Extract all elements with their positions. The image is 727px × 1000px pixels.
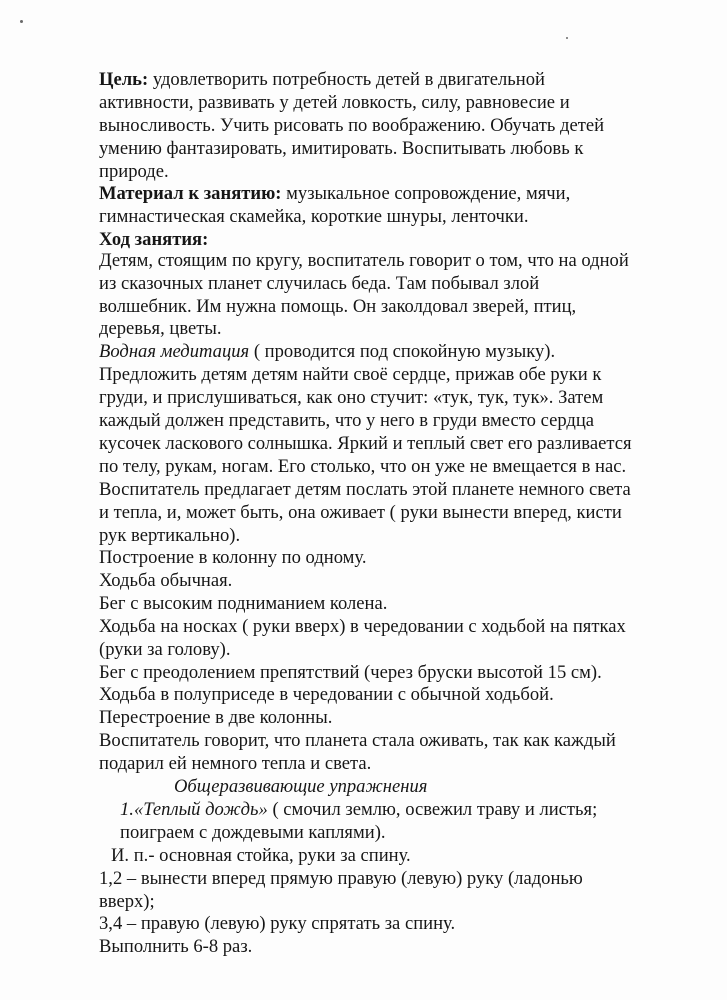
scan-speck <box>20 20 23 23</box>
meditation-title-rest: ( проводится под спокойную музыку). <box>249 341 556 362</box>
material-line-2: гимнастическая скамейка, короткие шнуры, ленточки. <box>99 206 529 227</box>
exercise-repeat: Выполнить 6-8 раз. <box>99 936 253 957</box>
scan-speck <box>566 37 568 39</box>
walking-line-7: Ходьба в полуприседе в чередовании с обычной ходьбой. <box>99 684 554 705</box>
exercise-1-title-line <box>120 799 597 821</box>
progress-line-2: из сказочных планет случилась беда. Там побывал злой <box>99 273 540 294</box>
meditation-line-6: по телу, рукам, ногам. Его столько, что он уже не вмещается в нас. <box>99 456 627 477</box>
goal-text: удовлетворить потребность детей в двигательной <box>148 69 545 90</box>
exercise-start-position: И. п.- основная стойка, руки за спину. <box>111 845 411 866</box>
walking-line-9: Воспитатель говорит, что планета стала оживать, так как каждый <box>99 730 616 751</box>
material-text: музыкальное сопровождение, мячи, <box>281 183 571 204</box>
material-line-1 <box>99 183 570 205</box>
progress-line-3: волшебник. Им нужна помощь. Он заколдовал зверей, птиц, <box>99 296 577 317</box>
meditation-title: Водная медитация <box>99 341 250 362</box>
walking-line-10: подарил ей немного тепла и света. <box>99 753 372 774</box>
progress-line-4: деревья, цветы. <box>99 318 222 339</box>
material-label: Материал к занятию: <box>99 183 282 204</box>
exercise-step-1-cont: вверх); <box>99 891 155 912</box>
progress-heading: Ход занятия: <box>99 229 209 250</box>
meditation-line-4: каждый должен представить, что у него в груди вместо сердца <box>99 410 595 431</box>
exercise-1-title: 1.«Теплый дождь» <box>120 799 268 820</box>
exercise-1-rest: ( смочил землю, освежил траву и листья; <box>267 799 598 820</box>
meditation-line-3: груди, и прислушиваться, как оно стучит: «тук, тук, тук». Затем <box>99 387 604 408</box>
exercises-heading: Общеразвивающие упражнения <box>174 776 428 797</box>
goal-line-3: выносливость. Учить рисовать по воображению. Обучать детей <box>99 115 605 136</box>
walking-line-3: Бег с высоким подниманием колена. <box>99 593 388 614</box>
goal-label: Цель: <box>99 69 149 90</box>
walking-line-5: (руки за голову). <box>99 639 231 660</box>
walking-line-1: Построение в колонну по одному. <box>99 547 367 568</box>
exercise-1-cont: поиграем с дождевыми каплями). <box>120 822 386 843</box>
meditation-line-2: Предложить детям детям найти своё сердце, прижав обе руки к <box>99 364 602 385</box>
goal-line-4: умению фантазировать, имитировать. Воспитывать любовь к <box>99 138 584 159</box>
exercise-step-2: 3,4 – правую (левую) руку спрятать за спину. <box>99 913 456 934</box>
meditation-line-8: и тепла, и, может быть, она оживает ( руки вынести вперед, кисти <box>99 502 622 523</box>
meditation-line-9: рук вертикально). <box>99 525 241 546</box>
goal-line-5: природе. <box>99 161 169 182</box>
walking-line-8: Перестроение в две колонны. <box>99 707 333 728</box>
walking-line-4: Ходьба на носках ( руки вверх) в чередовании с ходьбой на пятках <box>99 616 626 637</box>
walking-line-2: Ходьба обычная. <box>99 570 233 591</box>
progress-line-1: Детям, стоящим по кругу, воспитатель говорит о том, что на одной <box>99 250 629 271</box>
goal-line-2: активности, развивать у детей ловкость, силу, равновесие и <box>99 92 570 113</box>
exercise-step-1: 1,2 – вынести вперед прямую правую (левую) руку (ладонью <box>99 868 583 889</box>
meditation-line-1 <box>99 341 555 363</box>
meditation-line-7: Воспитатель предлагает детям послать этой планете немного света <box>99 479 631 500</box>
walking-line-6: Бег с преодолением препятствий (через бруски высотой 15 см). <box>99 662 602 683</box>
meditation-line-5: кусочек ласкового солнышка. Яркий и теплый свет его разливается <box>99 433 632 454</box>
goal-line-1 <box>99 69 545 91</box>
